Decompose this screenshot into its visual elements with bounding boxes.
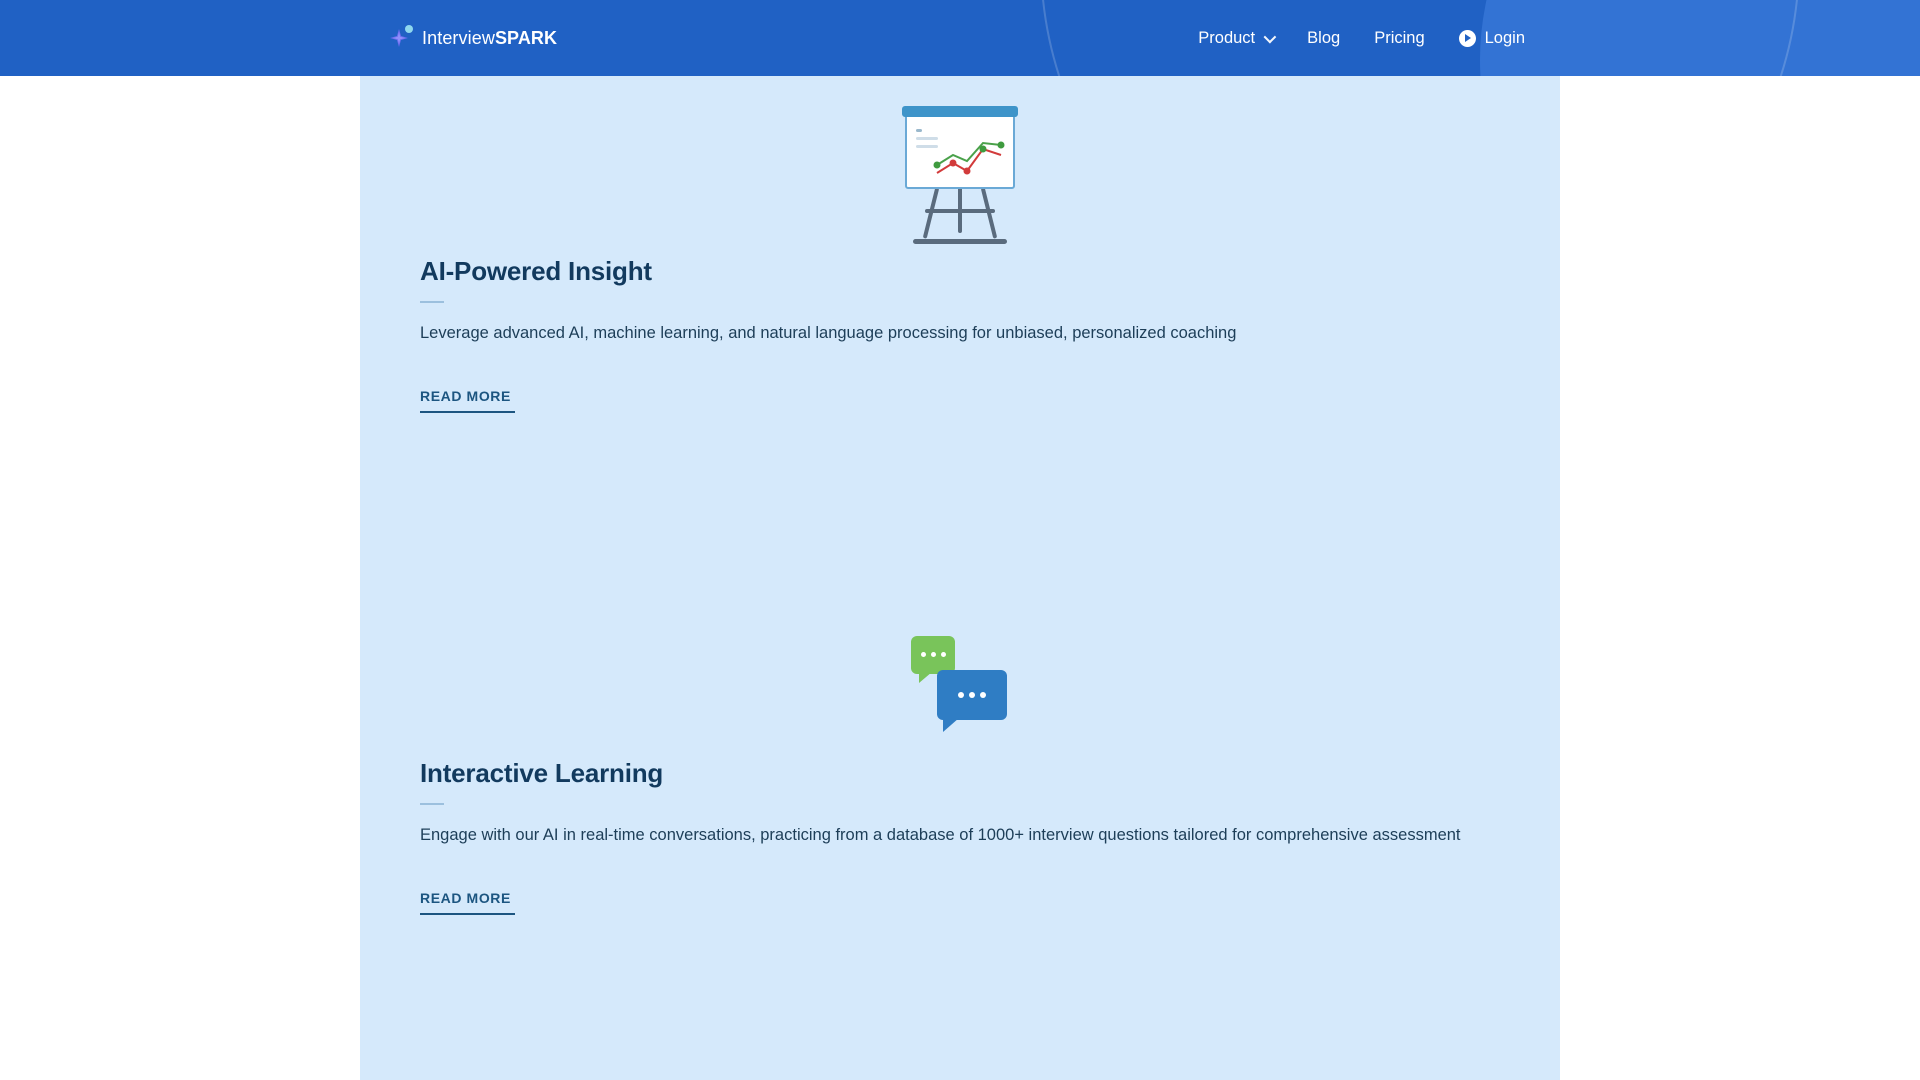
main-navigation [1198, 29, 1525, 48]
read-more-link-2[interactable]: READ MORE [420, 890, 515, 915]
nav-item-blog-label: Blog [1307, 28, 1341, 47]
brand-logo[interactable] [388, 25, 557, 51]
feature-title-2: Interactive Learning [420, 758, 664, 788]
easel-leg-right [981, 187, 997, 238]
easel-chart-icon [905, 113, 1015, 248]
easel-board [905, 113, 1015, 189]
feature-illustration-2 [360, 578, 1560, 758]
brand-name-bold: SPARK [494, 27, 558, 48]
feature-illustration-1 [360, 76, 1560, 256]
easel-foot [913, 239, 1007, 244]
feature-card-ai-powered-insight [360, 76, 1560, 578]
chat-bubble-blue [937, 670, 1007, 720]
read-more-link-1[interactable]: READ MORE [420, 388, 515, 413]
chevron-down-icon [1264, 30, 1277, 43]
title-divider-2 [420, 803, 444, 805]
feature-body-1 [360, 256, 1560, 413]
site-header [0, 0, 1920, 76]
brand-name-light: Interview [422, 27, 495, 48]
page-body [0, 76, 1920, 1080]
title-divider-1 [420, 301, 444, 303]
spark-logo-icon [388, 25, 414, 51]
spark-logo-dot-icon [405, 25, 413, 33]
feature-body-2 [360, 758, 1560, 915]
feature-title-1: AI-Powered Insight [420, 256, 652, 286]
chat-bubbles-icon [905, 630, 1015, 735]
chat-bubble-green [911, 636, 955, 674]
nav-item-login-label: Login [1484, 28, 1525, 47]
easel-top-bar [902, 106, 1018, 117]
easel-crossbar [925, 209, 995, 213]
features-panel [360, 76, 1560, 1080]
feature-description-2: Engage with our AI in real-time conversations, practicing from a database of 1000+ interview questions tailored for comprehensive assessment [420, 826, 1461, 844]
brand-name [422, 28, 557, 49]
nav-item-login[interactable] [1459, 29, 1525, 48]
feature-card-interactive-learning [360, 578, 1560, 1080]
nav-item-pricing[interactable] [1374, 29, 1424, 48]
easel-leg-left [923, 187, 939, 238]
feature-description-1: Leverage advanced AI, machine learning, and natural language processing for unbiased, personalized coaching [420, 324, 1237, 342]
nav-item-blog[interactable] [1307, 29, 1340, 48]
nav-item-pricing-label: Pricing [1374, 28, 1425, 47]
nav-item-product-label: Product [1198, 28, 1256, 47]
nav-item-product[interactable] [1198, 29, 1273, 48]
login-arrow-icon [1459, 30, 1476, 47]
